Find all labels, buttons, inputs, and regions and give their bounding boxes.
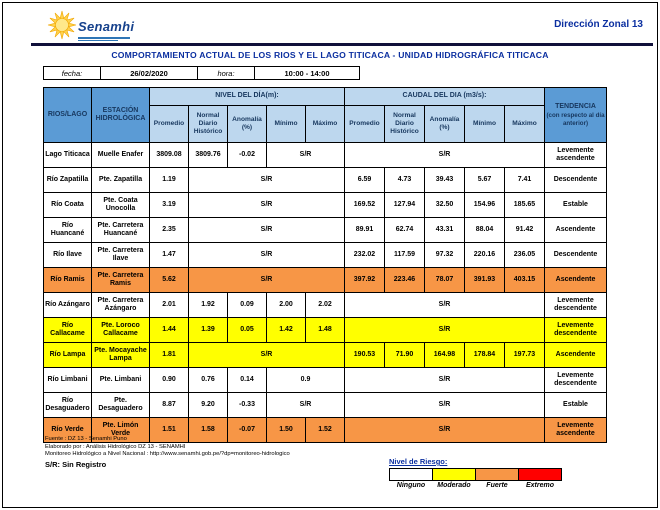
station-name-cell: Pte. Carretera Huancané <box>92 218 150 243</box>
caudal-value-cell: 232.02 <box>345 243 385 268</box>
meta-table <box>43 66 360 80</box>
river-name-cell: Lago Titicaca <box>44 143 92 168</box>
caudal-value-cell: 391.93 <box>465 268 505 293</box>
river-name-cell: Río Verde <box>44 418 92 443</box>
risk-legend-item <box>389 468 433 489</box>
caudal-value-cell: 39.43 <box>425 168 465 193</box>
caudal-value-cell: 32.50 <box>425 193 465 218</box>
subcol-caudal-maximo: Máximo <box>505 106 545 143</box>
river-name-cell: Río Callacame <box>44 318 92 343</box>
nivel-value-cell: 1.81 <box>150 343 189 368</box>
group-header-caudal: CAUDAL DEL DIA (m3/s): <box>345 88 545 106</box>
nivel-value-cell: S/R <box>189 218 345 243</box>
senamhi-logo <box>47 10 134 45</box>
nivel-value-cell: 1.58 <box>189 418 228 443</box>
river-name-cell: Río Limbani <box>44 368 92 393</box>
station-name-cell: Pte. Zapatilla <box>92 168 150 193</box>
caudal-value-cell: 223.46 <box>385 268 425 293</box>
river-name-cell: Río Ramis <box>44 268 92 293</box>
nivel-value-cell: 1.42 <box>267 318 306 343</box>
station-name-cell: Muelle Enafer <box>92 143 150 168</box>
subcol-nivel-anomalia: Anomalía (%) <box>228 106 267 143</box>
caudal-value-cell: 97.32 <box>425 243 465 268</box>
caudal-value-cell: 88.04 <box>465 218 505 243</box>
fecha-value: 26/02/2020 <box>101 67 198 80</box>
nivel-value-cell: 0.14 <box>228 368 267 393</box>
nivel-value-cell: 2.02 <box>306 293 345 318</box>
risk-color-swatch <box>518 468 562 481</box>
nivel-value-cell: 3809.76 <box>189 143 228 168</box>
risk-legend-item <box>432 468 476 489</box>
subcol-caudal-promedio: Promedio <box>345 106 385 143</box>
nivel-value-cell: 0.90 <box>150 368 189 393</box>
logo-underline-2 <box>78 40 118 41</box>
logo-underline <box>78 37 130 39</box>
caudal-value-cell: 236.05 <box>505 243 545 268</box>
nivel-value-cell: 1.19 <box>150 168 189 193</box>
caudal-value-cell: 117.59 <box>385 243 425 268</box>
risk-legend <box>389 457 562 489</box>
tendencia-cell: Ascendente <box>545 218 607 243</box>
tendencia-cell: Estable <box>545 193 607 218</box>
river-name-cell: Río Ilave <box>44 243 92 268</box>
caudal-value-cell: S/R <box>345 143 545 168</box>
table-row <box>44 218 607 243</box>
table-row <box>44 243 607 268</box>
table-row <box>44 193 607 218</box>
nivel-value-cell: -0.02 <box>228 143 267 168</box>
table-row <box>44 368 607 393</box>
risk-level-label: Moderado <box>437 482 471 489</box>
direccion-zonal-label: Dirección Zonal 13 <box>554 19 643 30</box>
table-row <box>44 318 607 343</box>
caudal-value-cell: 62.74 <box>385 218 425 243</box>
river-name-cell: Río Azángaro <box>44 293 92 318</box>
station-name-cell: Pte. Mocayache Lampa <box>92 343 150 368</box>
nivel-value-cell: 1.51 <box>150 418 189 443</box>
nivel-value-cell: 5.62 <box>150 268 189 293</box>
nivel-value-cell: 9.20 <box>189 393 228 418</box>
nivel-value-cell: 1.50 <box>267 418 306 443</box>
nivel-value-cell: S/R <box>267 143 345 168</box>
caudal-value-cell: 220.16 <box>465 243 505 268</box>
group-header-nivel: NIVEL DEL DÍA(m): <box>150 88 345 106</box>
nivel-value-cell: 0.76 <box>189 368 228 393</box>
tendencia-title: TENDENCIA <box>555 102 596 110</box>
col-header-tendencia <box>545 88 607 143</box>
caudal-value-cell: 7.41 <box>505 168 545 193</box>
subcol-caudal-normal: Normal Diario Histórico <box>385 106 425 143</box>
nivel-value-cell: 1.92 <box>189 293 228 318</box>
nivel-value-cell: S/R <box>267 393 345 418</box>
tendencia-cell: Levemente ascendente <box>545 143 607 168</box>
risk-color-swatch <box>389 468 433 481</box>
nivel-value-cell: 2.01 <box>150 293 189 318</box>
caudal-value-cell: 178.84 <box>465 343 505 368</box>
nivel-value-cell: 1.39 <box>189 318 228 343</box>
caudal-value-cell: S/R <box>345 393 545 418</box>
table-row <box>44 343 607 368</box>
station-name-cell: Pte. Limón Verde <box>92 418 150 443</box>
nivel-value-cell: S/R <box>189 268 345 293</box>
fecha-label: fecha: <box>44 67 101 80</box>
logo-text-block <box>78 18 134 41</box>
nivel-value-cell: 1.44 <box>150 318 189 343</box>
caudal-value-cell: S/R <box>345 318 545 343</box>
nivel-value-cell: -0.07 <box>228 418 267 443</box>
sun-icon <box>47 10 77 45</box>
station-name-cell: Pte. Carretera Ramis <box>92 268 150 293</box>
nivel-value-cell: S/R <box>189 193 345 218</box>
caudal-value-cell: 154.96 <box>465 193 505 218</box>
risk-level-label: Fuerte <box>486 482 508 489</box>
caudal-value-cell: 127.94 <box>385 193 425 218</box>
risk-color-swatch <box>475 468 519 481</box>
col-header-rios: RIOS/LAGO <box>44 88 92 143</box>
station-name-cell: Pte. Carretera Ilave <box>92 243 150 268</box>
table-row <box>44 268 607 293</box>
source-line: Fuente : DZ 13 - Senamhi Puno <box>45 436 127 442</box>
report-page <box>2 2 658 508</box>
station-name-cell: Pte. Coata Unocolla <box>92 193 150 218</box>
caudal-value-cell: 71.90 <box>385 343 425 368</box>
risk-level-label: Extremo <box>525 482 554 489</box>
caudal-value-cell: 91.42 <box>505 218 545 243</box>
caudal-value-cell: 4.73 <box>385 168 425 193</box>
river-name-cell: Río Huancané <box>44 218 92 243</box>
nivel-value-cell: 3809.08 <box>150 143 189 168</box>
station-name-cell: Pte. Desaguadero <box>92 393 150 418</box>
caudal-value-cell: 89.91 <box>345 218 385 243</box>
tendencia-cell: Levemente descendente <box>545 368 607 393</box>
risk-legend-scale <box>389 468 562 489</box>
table-row <box>44 168 607 193</box>
risk-legend-item <box>518 468 562 489</box>
report-title: COMPORTAMIENTO ACTUAL DE LOS RIOS Y EL LAGO TITICACA - UNIDAD HIDROGRÁFICA TITICACA <box>111 50 549 60</box>
caudal-value-cell: 185.65 <box>505 193 545 218</box>
tendencia-cell: Descendente <box>545 243 607 268</box>
caudal-value-cell: S/R <box>345 293 545 318</box>
station-name-cell: Pte. Loroco Callacame <box>92 318 150 343</box>
nivel-value-cell: 1.47 <box>150 243 189 268</box>
tendencia-cell: Descendente <box>545 168 607 193</box>
nivel-value-cell: 1.52 <box>306 418 345 443</box>
risk-color-swatch <box>432 468 476 481</box>
caudal-value-cell: 397.92 <box>345 268 385 293</box>
caudal-value-cell: 197.73 <box>505 343 545 368</box>
caudal-value-cell: 43.31 <box>425 218 465 243</box>
river-name-cell: Río Zapatilla <box>44 168 92 193</box>
risk-legend-item <box>475 468 519 489</box>
station-name-cell: Pte. Limbani <box>92 368 150 393</box>
logo-wordmark: Senamhi <box>78 19 135 34</box>
nivel-value-cell: 1.48 <box>306 318 345 343</box>
river-name-cell: Río Lampa <box>44 343 92 368</box>
caudal-value-cell: 164.98 <box>425 343 465 368</box>
subcol-nivel-normal: Normal Diario Histórico <box>189 106 228 143</box>
col-header-estacion: ESTACIÓN HIDROLÓGICA <box>92 88 150 143</box>
station-name-cell: Pte. Carretera Azángaro <box>92 293 150 318</box>
subcol-nivel-promedio: Promedio <box>150 106 189 143</box>
nivel-value-cell: 2.35 <box>150 218 189 243</box>
caudal-value-cell: 6.59 <box>345 168 385 193</box>
tendencia-cell: Levemente ascendente <box>545 418 607 443</box>
sin-registro-note: S/R: Sin Registro <box>45 460 107 469</box>
nivel-value-cell: S/R <box>189 343 345 368</box>
nivel-value-cell: 3.19 <box>150 193 189 218</box>
subcol-nivel-maximo: Máximo <box>306 106 345 143</box>
caudal-value-cell: 5.67 <box>465 168 505 193</box>
source-notes <box>45 436 290 459</box>
nivel-value-cell: 0.05 <box>228 318 267 343</box>
caudal-value-cell: 190.53 <box>345 343 385 368</box>
caudal-value-cell: S/R <box>345 368 545 393</box>
hora-label: hora: <box>198 67 255 80</box>
nivel-value-cell: S/R <box>189 243 345 268</box>
table-row <box>44 393 607 418</box>
tendencia-subtitle: (con respecto al día anterior) <box>546 112 605 127</box>
subcol-nivel-minimo: Mínimo <box>267 106 306 143</box>
nivel-value-cell: -0.33 <box>228 393 267 418</box>
risk-level-label: Ninguno <box>396 482 426 489</box>
tendencia-cell: Levemente descendente <box>545 318 607 343</box>
tendencia-cell: Estable <box>545 393 607 418</box>
caudal-value-cell: 78.07 <box>425 268 465 293</box>
table-row <box>44 143 607 168</box>
nivel-value-cell: 0.09 <box>228 293 267 318</box>
caudal-value-cell: 169.52 <box>345 193 385 218</box>
nivel-value-cell: 0.9 <box>267 368 345 393</box>
table-row <box>44 293 607 318</box>
elaborado-line: Elaborado por : Análisis Hidrológico DZ 13 - SENAMHI <box>45 443 186 450</box>
tendencia-cell: Levemente descendente <box>545 293 607 318</box>
monitoreo-line: Monitoreo Hidrológico a Nivel Nacional : http://www.senamhi.gob.pe/?dp=monitoreo-hidrologico <box>45 451 290 458</box>
subcol-caudal-minimo: Mínimo <box>465 106 505 143</box>
data-table <box>43 87 607 443</box>
nivel-value-cell: S/R <box>189 168 345 193</box>
caudal-value-cell: 403.15 <box>505 268 545 293</box>
risk-legend-title: Nivel de Riesgo: <box>389 457 448 466</box>
river-name-cell: Río Coata <box>44 193 92 218</box>
subcol-caudal-anomalia: Anomalía (%) <box>425 106 465 143</box>
tendencia-cell: Ascendente <box>545 343 607 368</box>
header-row-groups <box>44 88 607 106</box>
river-name-cell: Río Desaguadero <box>44 393 92 418</box>
hora-value: 10:00 - 14:00 <box>255 67 360 80</box>
nivel-value-cell: 2.00 <box>267 293 306 318</box>
tendencia-cell: Ascendente <box>545 268 607 293</box>
caudal-value-cell: S/R <box>345 418 545 443</box>
meta-row <box>44 67 360 80</box>
header-divider <box>31 43 653 46</box>
nivel-value-cell: 8.87 <box>150 393 189 418</box>
